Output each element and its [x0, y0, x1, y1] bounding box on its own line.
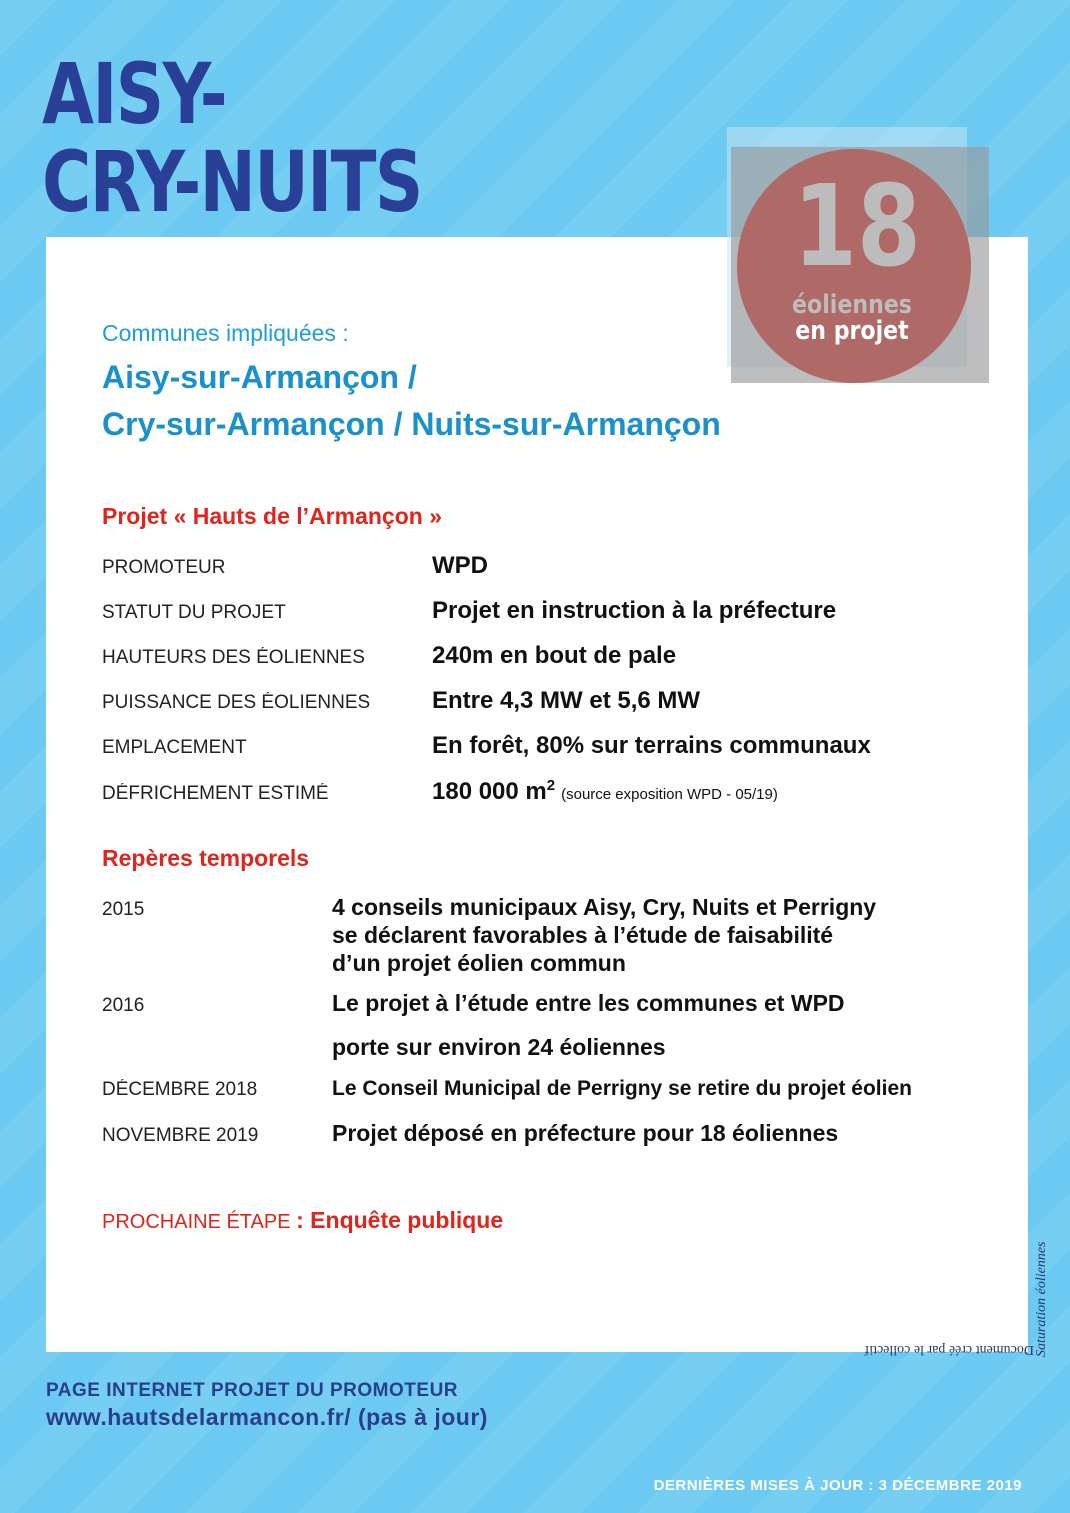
- detail-value: WPD: [432, 552, 488, 579]
- clearing-area: 180 000 m: [432, 778, 547, 805]
- page-title: [42, 45, 422, 231]
- promoter-page-label: PAGE INTERNET PROJET DU PROMOTEUR: [46, 1380, 459, 1401]
- timeline-list: [102, 893, 912, 1163]
- detail-value: Entre 4,3 MW et 5,6 MW: [432, 687, 701, 714]
- badge-label-line-1: éoliennes: [792, 290, 912, 320]
- clearing-area-unit-exponent: 2: [546, 777, 556, 794]
- title-line-1: AISY-: [42, 45, 227, 143]
- timeline-row: [102, 1075, 912, 1119]
- badge-label-line-2: en projet: [795, 316, 909, 346]
- timeline-date: 2016 .....: [102, 995, 332, 1017]
- detail-value: [432, 777, 778, 806]
- detail-label: PROMOTEUR .....: [102, 557, 432, 579]
- detail-row: [102, 642, 871, 687]
- timeline-event-line: d’un projet éolien commun: [332, 950, 626, 976]
- detail-row: [102, 732, 871, 777]
- detail-label: EMPLACEMENT .....: [102, 737, 432, 759]
- detail-row: [102, 552, 871, 597]
- detail-label: PUISSANCE DES ÉOLIENNES .....: [102, 692, 432, 714]
- timeline-date: DÉCEMBRE 2018 .....: [102, 1079, 332, 1101]
- detail-value: Projet en instruction à la préfecture: [432, 597, 837, 624]
- detail-label: STATUT DU PROJET .....: [102, 602, 432, 624]
- communes-line-1: Aisy-sur-Armançon /: [102, 359, 417, 395]
- next-step-value: : Enquête publique: [296, 1207, 504, 1233]
- detail-row: [102, 597, 871, 642]
- timeline-row: [102, 893, 912, 981]
- promoter-page-url: www.hautsdelarmancon.fr/ (pas à jour): [46, 1404, 488, 1430]
- last-update-note: DERNIÈRES MISES À JOUR : 3 DÉCEMBRE 2019: [653, 1477, 1022, 1494]
- detail-value: 240m en bout de pale: [432, 642, 677, 669]
- timeline-date: 2015 .....: [102, 899, 332, 921]
- timeline-row: [102, 1119, 912, 1163]
- detail-row: [102, 687, 871, 732]
- timeline-event-line: 4 conseils municipaux Aisy, Cry, Nuits et Perrigny: [332, 894, 877, 920]
- timeline-date: NOVEMBRE 2019 .....: [102, 1125, 332, 1147]
- turbine-count-badge: [727, 127, 991, 387]
- title-line-2: CRY-NUITS: [42, 133, 422, 231]
- badge-number: 18: [793, 162, 921, 292]
- next-step: [102, 1207, 503, 1234]
- timeline-event-line: se déclarent favorables à l’étude de faisabilité: [332, 922, 834, 948]
- clearing-source-note: (source exposition WPD - 05/19): [561, 786, 778, 803]
- detail-value: En forêt, 80% sur terrains communaux: [432, 732, 871, 759]
- timeline-event-line: porte sur environ 24 éoliennes: [332, 1034, 666, 1060]
- timeline-section-title: Repères temporels: [102, 845, 310, 871]
- author-credit-name: Saturation éoliennes: [1034, 1241, 1049, 1357]
- project-details: [102, 552, 871, 822]
- detail-label: DÉFRICHEMENT ESTIMÉ .....: [102, 783, 432, 805]
- detail-label: HAUTEURS DES ÉOLIENNES .....: [102, 647, 432, 669]
- author-credit-prefix: Document créé par le collectif: [864, 1342, 1034, 1357]
- next-step-label: PROCHAINE ÉTAPE: [102, 1211, 291, 1233]
- timeline-event-line: Le projet à l’étude entre les communes et WPD: [332, 990, 845, 1016]
- communes-list: [102, 354, 721, 448]
- timeline-event: Projet déposé en préfecture pour 18 éoliennes: [332, 1120, 839, 1146]
- timeline-row: [102, 981, 912, 1069]
- timeline-event: Le Conseil Municipal de Perrigny se retire du projet éolien: [332, 1077, 912, 1100]
- project-section-title: Projet « Hauts de l’Armançon »: [102, 503, 442, 529]
- timeline-event: [332, 893, 876, 977]
- timeline-event: [332, 981, 845, 1069]
- communes-label: Communes impliquées :: [102, 320, 349, 346]
- communes-line-2: Cry-sur-Armançon / Nuits-sur-Armançon: [102, 406, 721, 442]
- detail-row: [102, 777, 871, 822]
